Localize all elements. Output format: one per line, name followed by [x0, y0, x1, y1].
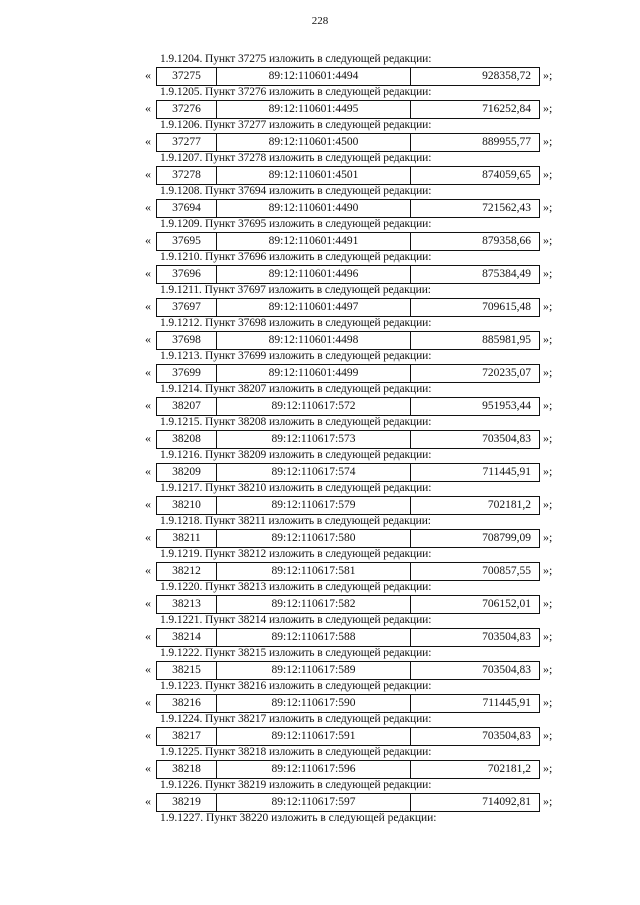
amendment-heading: 1.9.1206. Пункт 37277 изложить в следующей редакции:: [160, 119, 432, 131]
table-row: [156, 100, 540, 119]
open-quote: «: [145, 695, 151, 709]
amendment-item: [145, 250, 565, 283]
amendment-heading: 1.9.1215. Пункт 38208 изложить в следующей редакции:: [160, 416, 432, 428]
amendment-item: [145, 316, 565, 349]
amendment-item: [145, 151, 565, 184]
close-quote: »;: [543, 134, 553, 148]
cadastral-number-cell: 89:12:110601:4496: [217, 266, 411, 283]
value-cell: 708799,09: [482, 532, 531, 544]
open-quote: «: [145, 200, 151, 214]
cadastral-number-cell: 89:12:110601:4499: [217, 365, 411, 382]
close-quote: »;: [543, 365, 553, 379]
amendment-heading: 1.9.1205. Пункт 37276 изложить в следующей редакции:: [160, 86, 432, 98]
open-quote: «: [145, 101, 151, 115]
item-number-cell: 38211: [157, 530, 217, 547]
item-number-cell: 37698: [157, 332, 217, 349]
value-cell: 951953,44: [482, 400, 531, 412]
close-quote: »;: [543, 662, 553, 676]
table-row: [156, 199, 540, 218]
amendment-row: [145, 330, 565, 349]
open-quote: «: [145, 497, 151, 511]
value-cell: 720235,07: [482, 367, 531, 379]
amendment-row: [145, 264, 565, 283]
close-quote: »;: [543, 200, 553, 214]
amendment-row: [145, 726, 565, 745]
table-row: [156, 364, 540, 383]
cadastral-number-cell: 89:12:110617:588: [217, 629, 411, 646]
open-quote: «: [145, 464, 151, 478]
cadastral-number-cell: 89:12:110601:4494: [217, 68, 411, 85]
open-quote: «: [145, 563, 151, 577]
value-cell: 875384,49: [482, 268, 531, 280]
cadastral-number-cell: 89:12:110617:597: [217, 794, 411, 811]
value-cell: 885981,95: [482, 334, 531, 346]
item-number-cell: 38214: [157, 629, 217, 646]
cadastral-number-cell: 89:12:110601:4497: [217, 299, 411, 316]
item-number-cell: 37695: [157, 233, 217, 250]
amendment-item: [145, 514, 565, 547]
amendment-row: [145, 660, 565, 679]
amendment-row: [145, 132, 565, 151]
amendment-row: [145, 495, 565, 514]
table-row: [156, 397, 540, 416]
value-cell: 703504,83: [482, 664, 531, 676]
amendment-item: [145, 118, 565, 151]
close-quote: »;: [543, 167, 553, 181]
item-number-cell: 38209: [157, 464, 217, 481]
amendment-item: [145, 184, 565, 217]
amendment-row: [145, 627, 565, 646]
amendment-item: [145, 613, 565, 646]
item-number-cell: 37276: [157, 101, 217, 118]
table-row: [156, 562, 540, 581]
item-number-cell: 38210: [157, 497, 217, 514]
table-row: [156, 727, 540, 746]
amendment-row: [145, 396, 565, 415]
open-quote: «: [145, 530, 151, 544]
amendments-list: [145, 52, 565, 825]
close-quote: »;: [543, 728, 553, 742]
table-row: [156, 298, 540, 317]
item-number-cell: 38215: [157, 662, 217, 679]
amendment-heading: 1.9.1211. Пункт 37697 изложить в следующей редакции:: [160, 284, 431, 296]
item-number-cell: 38207: [157, 398, 217, 415]
open-quote: «: [145, 431, 151, 445]
amendment-heading: 1.9.1208. Пункт 37694 изложить в следующей редакции:: [160, 185, 432, 197]
cadastral-number-cell: 89:12:110617:582: [217, 596, 411, 613]
item-number-cell: 38217: [157, 728, 217, 745]
value-cell: 706152,01: [482, 598, 531, 610]
amendment-heading: 1.9.1207. Пункт 37278 изложить в следующей редакции:: [160, 152, 432, 164]
amendment-row: [145, 561, 565, 580]
close-quote: »;: [543, 266, 553, 280]
table-row: [156, 265, 540, 284]
amendment-row: [145, 429, 565, 448]
amendment-item: [145, 778, 565, 811]
amendment-heading: 1.9.1214. Пункт 38207 изложить в следующей редакции:: [160, 383, 432, 395]
cadastral-number-cell: 89:12:110617:572: [217, 398, 411, 415]
amendment-item: [145, 745, 565, 778]
amendment-row: [145, 99, 565, 118]
table-row: [156, 430, 540, 449]
table-row: [156, 694, 540, 713]
value-cell: 700857,55: [482, 565, 531, 577]
amendment-item: [145, 283, 565, 316]
value-cell: 711445,91: [482, 466, 531, 478]
amendment-heading: 1.9.1222. Пункт 38215 изложить в следующей редакции:: [160, 647, 432, 659]
value-cell: 714092,81: [482, 796, 531, 808]
cadastral-number-cell: 89:12:110601:4490: [217, 200, 411, 217]
cadastral-number-cell: 89:12:110617:580: [217, 530, 411, 547]
close-quote: »;: [543, 629, 553, 643]
amendment-row: [145, 528, 565, 547]
amendment-row: [145, 198, 565, 217]
item-number-cell: 38212: [157, 563, 217, 580]
final-heading: 1.9.1227. Пункт 38220 изложить в следующей редакции:: [160, 812, 437, 824]
table-row: [156, 331, 540, 350]
amendment-item: [145, 646, 565, 679]
item-number-cell: 37275: [157, 68, 217, 85]
value-cell: 716252,84: [482, 103, 531, 115]
table-row: [156, 133, 540, 152]
amendment-item: [145, 481, 565, 514]
amendment-row: [145, 693, 565, 712]
open-quote: «: [145, 761, 151, 775]
open-quote: «: [145, 629, 151, 643]
open-quote: «: [145, 167, 151, 181]
value-cell: 703504,83: [482, 631, 531, 643]
close-quote: »;: [543, 794, 553, 808]
amendment-heading: 1.9.1210. Пункт 37696 изложить в следующей редакции:: [160, 251, 432, 263]
open-quote: «: [145, 728, 151, 742]
amendment-row: [145, 231, 565, 250]
item-number-cell: 37278: [157, 167, 217, 184]
open-quote: «: [145, 134, 151, 148]
value-cell: 702181,2: [487, 763, 531, 775]
amendment-item: [145, 349, 565, 382]
amendment-heading: 1.9.1213. Пункт 37699 изложить в следующей редакции:: [160, 350, 432, 362]
close-quote: »;: [543, 68, 553, 82]
amendment-item: [145, 712, 565, 745]
amendment-heading: 1.9.1225. Пункт 38218 изложить в следующей редакции:: [160, 746, 432, 758]
table-row: [156, 661, 540, 680]
close-quote: »;: [543, 101, 553, 115]
amendment-item: [145, 415, 565, 448]
amendment-row: [145, 462, 565, 481]
value-cell: 874059,65: [482, 169, 531, 181]
close-quote: »;: [543, 695, 553, 709]
cadastral-number-cell: 89:12:110617:596: [217, 761, 411, 778]
table-row: [156, 628, 540, 647]
item-number-cell: 38218: [157, 761, 217, 778]
value-cell: 703504,83: [482, 730, 531, 742]
table-row: [156, 529, 540, 548]
value-cell: 702181,2: [487, 499, 531, 511]
amendment-heading: 1.9.1212. Пункт 37698 изложить в следующей редакции:: [160, 317, 432, 329]
item-number-cell: 38219: [157, 794, 217, 811]
amendment-item: [145, 679, 565, 712]
open-quote: «: [145, 68, 151, 82]
close-quote: »;: [543, 497, 553, 511]
value-cell: 879358,66: [482, 235, 531, 247]
cadastral-number-cell: 89:12:110617:589: [217, 662, 411, 679]
open-quote: «: [145, 299, 151, 313]
open-quote: «: [145, 398, 151, 412]
close-quote: »;: [543, 530, 553, 544]
amendment-item: [145, 448, 565, 481]
table-row: [156, 67, 540, 86]
cadastral-number-cell: 89:12:110601:4500: [217, 134, 411, 151]
table-row: [156, 232, 540, 251]
cadastral-number-cell: 89:12:110601:4501: [217, 167, 411, 184]
amendment-item: [145, 580, 565, 613]
cadastral-number-cell: 89:12:110617:591: [217, 728, 411, 745]
close-quote: »;: [543, 398, 553, 412]
amendment-row: [145, 165, 565, 184]
amendment-heading: 1.9.1218. Пункт 38211 изложить в следующей редакции:: [160, 515, 431, 527]
item-number-cell: 37277: [157, 134, 217, 151]
close-quote: »;: [543, 299, 553, 313]
amendment-row: [145, 66, 565, 85]
cadastral-number-cell: 89:12:110601:4498: [217, 332, 411, 349]
table-row: [156, 793, 540, 812]
amendment-heading: 1.9.1216. Пункт 38209 изложить в следующей редакции:: [160, 449, 432, 461]
close-quote: »;: [543, 233, 553, 247]
cadastral-number-cell: 89:12:110617:579: [217, 497, 411, 514]
cadastral-number-cell: 89:12:110601:4495: [217, 101, 411, 118]
amendment-item: [145, 85, 565, 118]
amendment-heading: 1.9.1219. Пункт 38212 изложить в следующей редакции:: [160, 548, 432, 560]
table-row: [156, 496, 540, 515]
close-quote: »;: [543, 563, 553, 577]
amendment-row: [145, 792, 565, 811]
open-quote: «: [145, 365, 151, 379]
amendment-row: [145, 297, 565, 316]
item-number-cell: 38208: [157, 431, 217, 448]
amendment-item: [145, 217, 565, 250]
page-number: 228: [311, 15, 329, 27]
open-quote: «: [145, 332, 151, 346]
amendment-heading: 1.9.1204. Пункт 37275 изложить в следующей редакции:: [160, 53, 432, 65]
item-number-cell: 38216: [157, 695, 217, 712]
table-row: [156, 463, 540, 482]
amendment-item: [145, 382, 565, 415]
value-cell: 711445,91: [482, 697, 531, 709]
item-number-cell: 38213: [157, 596, 217, 613]
cadastral-number-cell: 89:12:110617:573: [217, 431, 411, 448]
amendment-row: [145, 759, 565, 778]
amendment-heading: 1.9.1224. Пункт 38217 изложить в следующей редакции:: [160, 713, 432, 725]
close-quote: »;: [543, 431, 553, 445]
cadastral-number-cell: 89:12:110617:590: [217, 695, 411, 712]
open-quote: «: [145, 662, 151, 676]
amendment-heading: 1.9.1223. Пункт 38216 изложить в следующей редакции:: [160, 680, 432, 692]
item-number-cell: 37696: [157, 266, 217, 283]
amendment-item: [145, 52, 565, 85]
close-quote: »;: [543, 761, 553, 775]
cadastral-number-cell: 89:12:110617:581: [217, 563, 411, 580]
amendment-heading: 1.9.1217. Пункт 38210 изложить в следующей редакции:: [160, 482, 432, 494]
table-row: [156, 595, 540, 614]
value-cell: 721562,43: [482, 202, 531, 214]
amendment-item: [145, 547, 565, 580]
item-number-cell: 37699: [157, 365, 217, 382]
amendment-heading: 1.9.1209. Пункт 37695 изложить в следующей редакции:: [160, 218, 432, 230]
open-quote: «: [145, 596, 151, 610]
cadastral-number-cell: 89:12:110617:574: [217, 464, 411, 481]
amendment-heading: 1.9.1226. Пункт 38219 изложить в следующей редакции:: [160, 779, 432, 791]
close-quote: »;: [543, 332, 553, 346]
amendment-heading: 1.9.1220. Пункт 38213 изложить в следующей редакции:: [160, 581, 432, 593]
value-cell: 709615,48: [482, 301, 531, 313]
table-row: [156, 760, 540, 779]
amendment-heading: 1.9.1221. Пункт 38214 изложить в следующей редакции:: [160, 614, 432, 626]
open-quote: «: [145, 794, 151, 808]
cadastral-number-cell: 89:12:110601:4491: [217, 233, 411, 250]
amendment-row: [145, 594, 565, 613]
table-row: [156, 166, 540, 185]
close-quote: »;: [543, 596, 553, 610]
item-number-cell: 37697: [157, 299, 217, 316]
item-number-cell: 37694: [157, 200, 217, 217]
close-quote: »;: [543, 464, 553, 478]
open-quote: «: [145, 266, 151, 280]
open-quote: «: [145, 233, 151, 247]
value-cell: 928358,72: [482, 70, 531, 82]
value-cell: 703504,83: [482, 433, 531, 445]
amendment-row: [145, 363, 565, 382]
value-cell: 889955,77: [482, 136, 531, 148]
